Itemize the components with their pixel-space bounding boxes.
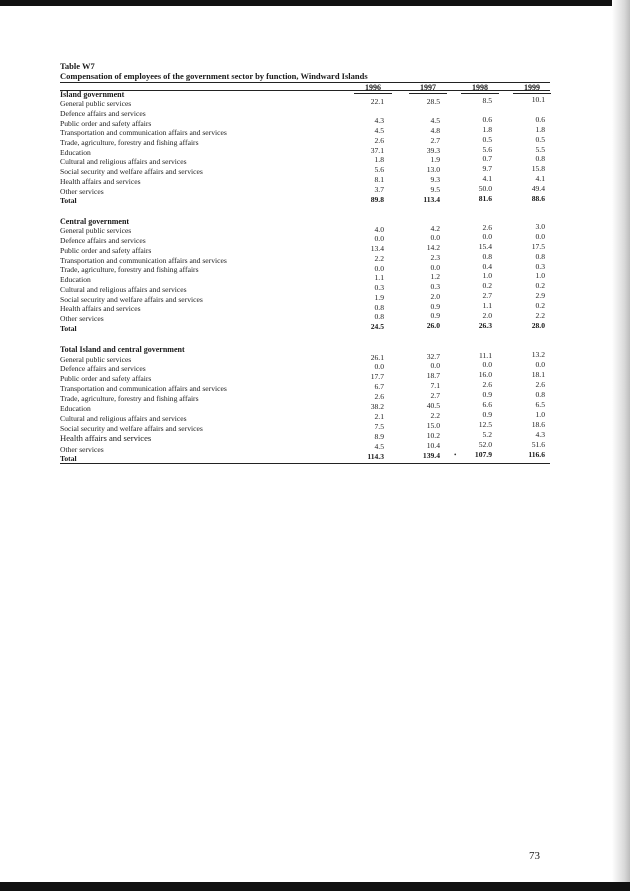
cell-value: 1.0 (482, 271, 492, 280)
cell-value: 0.0 (430, 263, 440, 272)
total-label: Total (60, 196, 77, 205)
page-number: 73 (529, 850, 540, 862)
scan-right-edge-shadow (612, 0, 630, 891)
cell-value: 39.3 (426, 146, 440, 155)
total-value: 107.9 (474, 450, 492, 459)
cell-value: 0.7 (482, 154, 492, 163)
cell-value: 2.3 (430, 253, 440, 262)
cell-value: 3.7 (374, 185, 384, 194)
cell-value: 15.8 (531, 164, 545, 173)
total-label: Total (60, 324, 77, 333)
cell-value: 2.7 (482, 291, 492, 300)
column-header-underline (461, 93, 499, 94)
cell-value: 0.0 (374, 234, 384, 243)
cell-value: 2.9 (535, 291, 545, 300)
cell-value: 13.4 (370, 244, 384, 253)
row-label: Health affairs and services (60, 177, 141, 186)
cell-value: 1.8 (482, 125, 492, 134)
cell-value: 2.2 (430, 411, 440, 420)
cell-value: 8.5 (482, 96, 492, 105)
cell-value: 9.3 (430, 175, 440, 184)
cell-value: 22.1 (370, 97, 384, 106)
row-label: Trade, agriculture, forestry and fishing affairs (60, 394, 199, 403)
cell-value: 0.0 (482, 360, 492, 369)
document-page (0, 6, 612, 882)
row-label: Trade, agriculture, forestry and fishing affairs (60, 138, 199, 147)
row-label: Social security and welfare affairs and services (60, 167, 203, 176)
cell-value: 0.0 (535, 360, 545, 369)
cell-value: 10.4 (426, 441, 440, 450)
cell-value: 2.6 (374, 136, 384, 145)
cell-value: 17.7 (370, 372, 384, 381)
cell-value: 12.5 (478, 420, 492, 429)
cell-value: 0.0 (430, 233, 440, 242)
total-value: 114.3 (367, 452, 384, 461)
cell-value: 28.5 (426, 97, 440, 106)
row-label: Education (60, 148, 91, 157)
row-label: Social security and welfare affairs and services (60, 295, 203, 304)
total-value: 88.6 (531, 194, 545, 203)
cell-value: 2.2 (374, 254, 384, 263)
section-heading-island: Island government (60, 90, 125, 99)
cell-value: 0.9 (430, 311, 440, 320)
table-bottom-rule (60, 463, 550, 464)
cell-value: 8.9 (374, 432, 384, 441)
cell-value: 2.6 (535, 380, 545, 389)
cell-value: 4.0 (374, 225, 384, 234)
cell-value: 0.8 (374, 312, 384, 321)
cell-value: 15.4 (478, 242, 492, 251)
cell-value: 5.2 (482, 430, 492, 439)
cell-value: 4.1 (482, 174, 492, 183)
row-label: Public order and safety affairs (60, 246, 152, 255)
column-header-year: 1996 (365, 83, 381, 92)
cell-value: 5.6 (374, 165, 384, 174)
cell-value: 3.0 (535, 222, 545, 231)
cell-value: 0.2 (535, 281, 545, 290)
row-label: Other services (60, 314, 104, 323)
cell-value: 2.7 (430, 136, 440, 145)
column-header-underline (409, 93, 447, 94)
row-label: Social security and welfare affairs and services (60, 424, 203, 433)
row-label: General public services (60, 99, 132, 108)
cell-value: 18.1 (531, 370, 545, 379)
total-value: 139.4 (422, 451, 440, 460)
table-header-rule (60, 90, 550, 91)
scan-bottom-border (0, 882, 630, 891)
cell-value: 13.0 (426, 165, 440, 174)
row-label: Trade, agriculture, forestry and fishing affairs (60, 265, 199, 274)
column-header-underline (513, 93, 551, 94)
cell-value: 51.6 (531, 440, 545, 449)
cell-value: 0.0 (430, 361, 440, 370)
row-label: Transportation and communication affairs and services (60, 384, 227, 393)
row-label: Cultural and religious affairs and services (60, 414, 187, 423)
cell-value: 2.0 (430, 292, 440, 301)
cell-value: 0.8 (535, 252, 545, 261)
cell-value: 0.9 (482, 390, 492, 399)
cell-value: 1.8 (374, 155, 384, 164)
cell-value: 18.7 (426, 371, 440, 380)
cell-value: 11.1 (478, 351, 492, 360)
total-value: 24.5 (370, 322, 384, 331)
cell-value: 26.1 (370, 353, 384, 362)
cell-value: 37.1 (370, 146, 384, 155)
cell-value: 4.5 (430, 116, 440, 125)
cell-value: 7.1 (430, 381, 440, 390)
cell-value: 2.7 (430, 391, 440, 400)
cell-value: 0.6 (482, 115, 492, 124)
cell-value: 0.2 (535, 301, 545, 310)
cell-value: 0.8 (482, 252, 492, 261)
total-value: 26.0 (426, 321, 440, 330)
cell-value: 4.5 (374, 442, 384, 451)
cell-value: 50.0 (478, 184, 492, 193)
section-heading-central: Central government (60, 217, 130, 226)
cell-value: 52.0 (478, 440, 492, 449)
row-label: General public services (60, 226, 132, 235)
cell-value: 14.2 (426, 243, 440, 252)
cell-value: 8.1 (374, 175, 384, 184)
cell-value: 9.5 (430, 185, 440, 194)
cell-value: 2.1 (374, 412, 384, 421)
row-label: Other services (60, 445, 104, 454)
row-label: Cultural and religious affairs and services (60, 157, 187, 166)
cell-value: 1.1 (374, 273, 384, 282)
section-heading-total: Total Island and central government (60, 345, 185, 354)
cell-value: 0.3 (374, 283, 384, 292)
cell-value: 10.2 (426, 431, 440, 440)
cell-value: 1.0 (535, 410, 545, 419)
cell-value: 38.2 (370, 402, 384, 411)
cell-value: 4.8 (430, 126, 440, 135)
column-header-underline (354, 93, 392, 94)
cell-value: 0.8 (374, 303, 384, 312)
cell-value: 0.8 (535, 390, 545, 399)
row-label: General public services (60, 355, 132, 364)
total-value: 89.8 (370, 195, 384, 204)
cell-value: 0.5 (535, 135, 545, 144)
row-label: Defence affairs and services (60, 364, 146, 373)
cell-value: 5.5 (535, 145, 545, 154)
cell-value: 4.1 (535, 174, 545, 183)
cell-value: 0.0 (482, 232, 492, 241)
total-value: 26.3 (478, 321, 492, 330)
column-header-year: 1999 (524, 83, 540, 92)
total-label: Total (60, 454, 77, 463)
cell-value: 0.4 (482, 262, 492, 271)
cell-value: 2.6 (482, 380, 492, 389)
row-label: Education (60, 275, 91, 284)
row-label: Transportation and communication affairs and services (60, 256, 227, 265)
cell-value: 10.1 (531, 95, 545, 104)
cell-value: 0.9 (482, 410, 492, 419)
cell-value: 1.8 (535, 125, 545, 134)
cell-value: 2.6 (482, 223, 492, 232)
stray-bullet-mark: • (454, 451, 457, 459)
cell-value: 0.0 (374, 362, 384, 371)
cell-value: 4.3 (535, 430, 545, 439)
cell-value: 2.2 (535, 311, 545, 320)
cell-value: 6.7 (374, 382, 384, 391)
cell-value: 0.3 (430, 282, 440, 291)
cell-value: 7.5 (374, 422, 384, 431)
cell-value: 6.5 (535, 400, 545, 409)
cell-value: 4.2 (430, 224, 440, 233)
table-title: Table W7 (60, 61, 95, 71)
total-value: 81.6 (478, 194, 492, 203)
column-header-year: 1997 (420, 83, 436, 92)
cell-value: 2.6 (374, 392, 384, 401)
cell-value: 49.4 (531, 184, 545, 193)
row-label: Defence affairs and services (60, 236, 146, 245)
cell-value: 4.3 (374, 116, 384, 125)
cell-value: 1.9 (430, 155, 440, 164)
row-label: Transportation and communication affairs and services (60, 128, 227, 137)
row-label: Education (60, 404, 91, 413)
cell-value: 32.7 (426, 352, 440, 361)
cell-value: 15.0 (426, 421, 440, 430)
cell-value: 0.2 (482, 281, 492, 290)
row-label: Defence affairs and services (60, 109, 146, 118)
cell-value: 0.9 (430, 302, 440, 311)
cell-value: 1.2 (430, 272, 440, 281)
cell-value: 0.0 (535, 232, 545, 241)
row-label: Other services (60, 187, 104, 196)
row-label: Health affairs and services (60, 433, 152, 443)
cell-value: 0.3 (535, 262, 545, 271)
cell-value: 5.6 (482, 145, 492, 154)
table-subtitle: Compensation of employees of the government sector by function, Windward Islands (60, 71, 368, 81)
cell-value: 2.0 (482, 311, 492, 320)
cell-value: 4.5 (374, 126, 384, 135)
cell-value: 17.5 (531, 242, 545, 251)
row-label: Health affairs and services (60, 304, 141, 313)
cell-value: 0.0 (374, 264, 384, 273)
cell-value: 1.9 (374, 293, 384, 302)
total-value: 113.4 (423, 195, 440, 204)
cell-value: 0.8 (535, 154, 545, 163)
cell-value: 13.2 (531, 350, 545, 359)
row-label: Public order and safety affairs (60, 374, 152, 383)
cell-value: 18.6 (531, 420, 545, 429)
row-label: Public order and safety affairs (60, 119, 152, 128)
cell-value: 1.0 (535, 271, 545, 280)
column-header-year: 1998 (472, 83, 488, 92)
cell-value: 1.1 (482, 301, 492, 310)
cell-value: 0.5 (482, 135, 492, 144)
total-value: 28.0 (531, 321, 545, 330)
total-value: 116.6 (528, 450, 545, 459)
cell-value: 6.6 (482, 400, 492, 409)
cell-value: 40.5 (426, 401, 440, 410)
row-label: Cultural and religious affairs and services (60, 285, 187, 294)
cell-value: 0.6 (535, 115, 545, 124)
cell-value: 16.0 (478, 370, 492, 379)
cell-value: 9.7 (482, 164, 492, 173)
